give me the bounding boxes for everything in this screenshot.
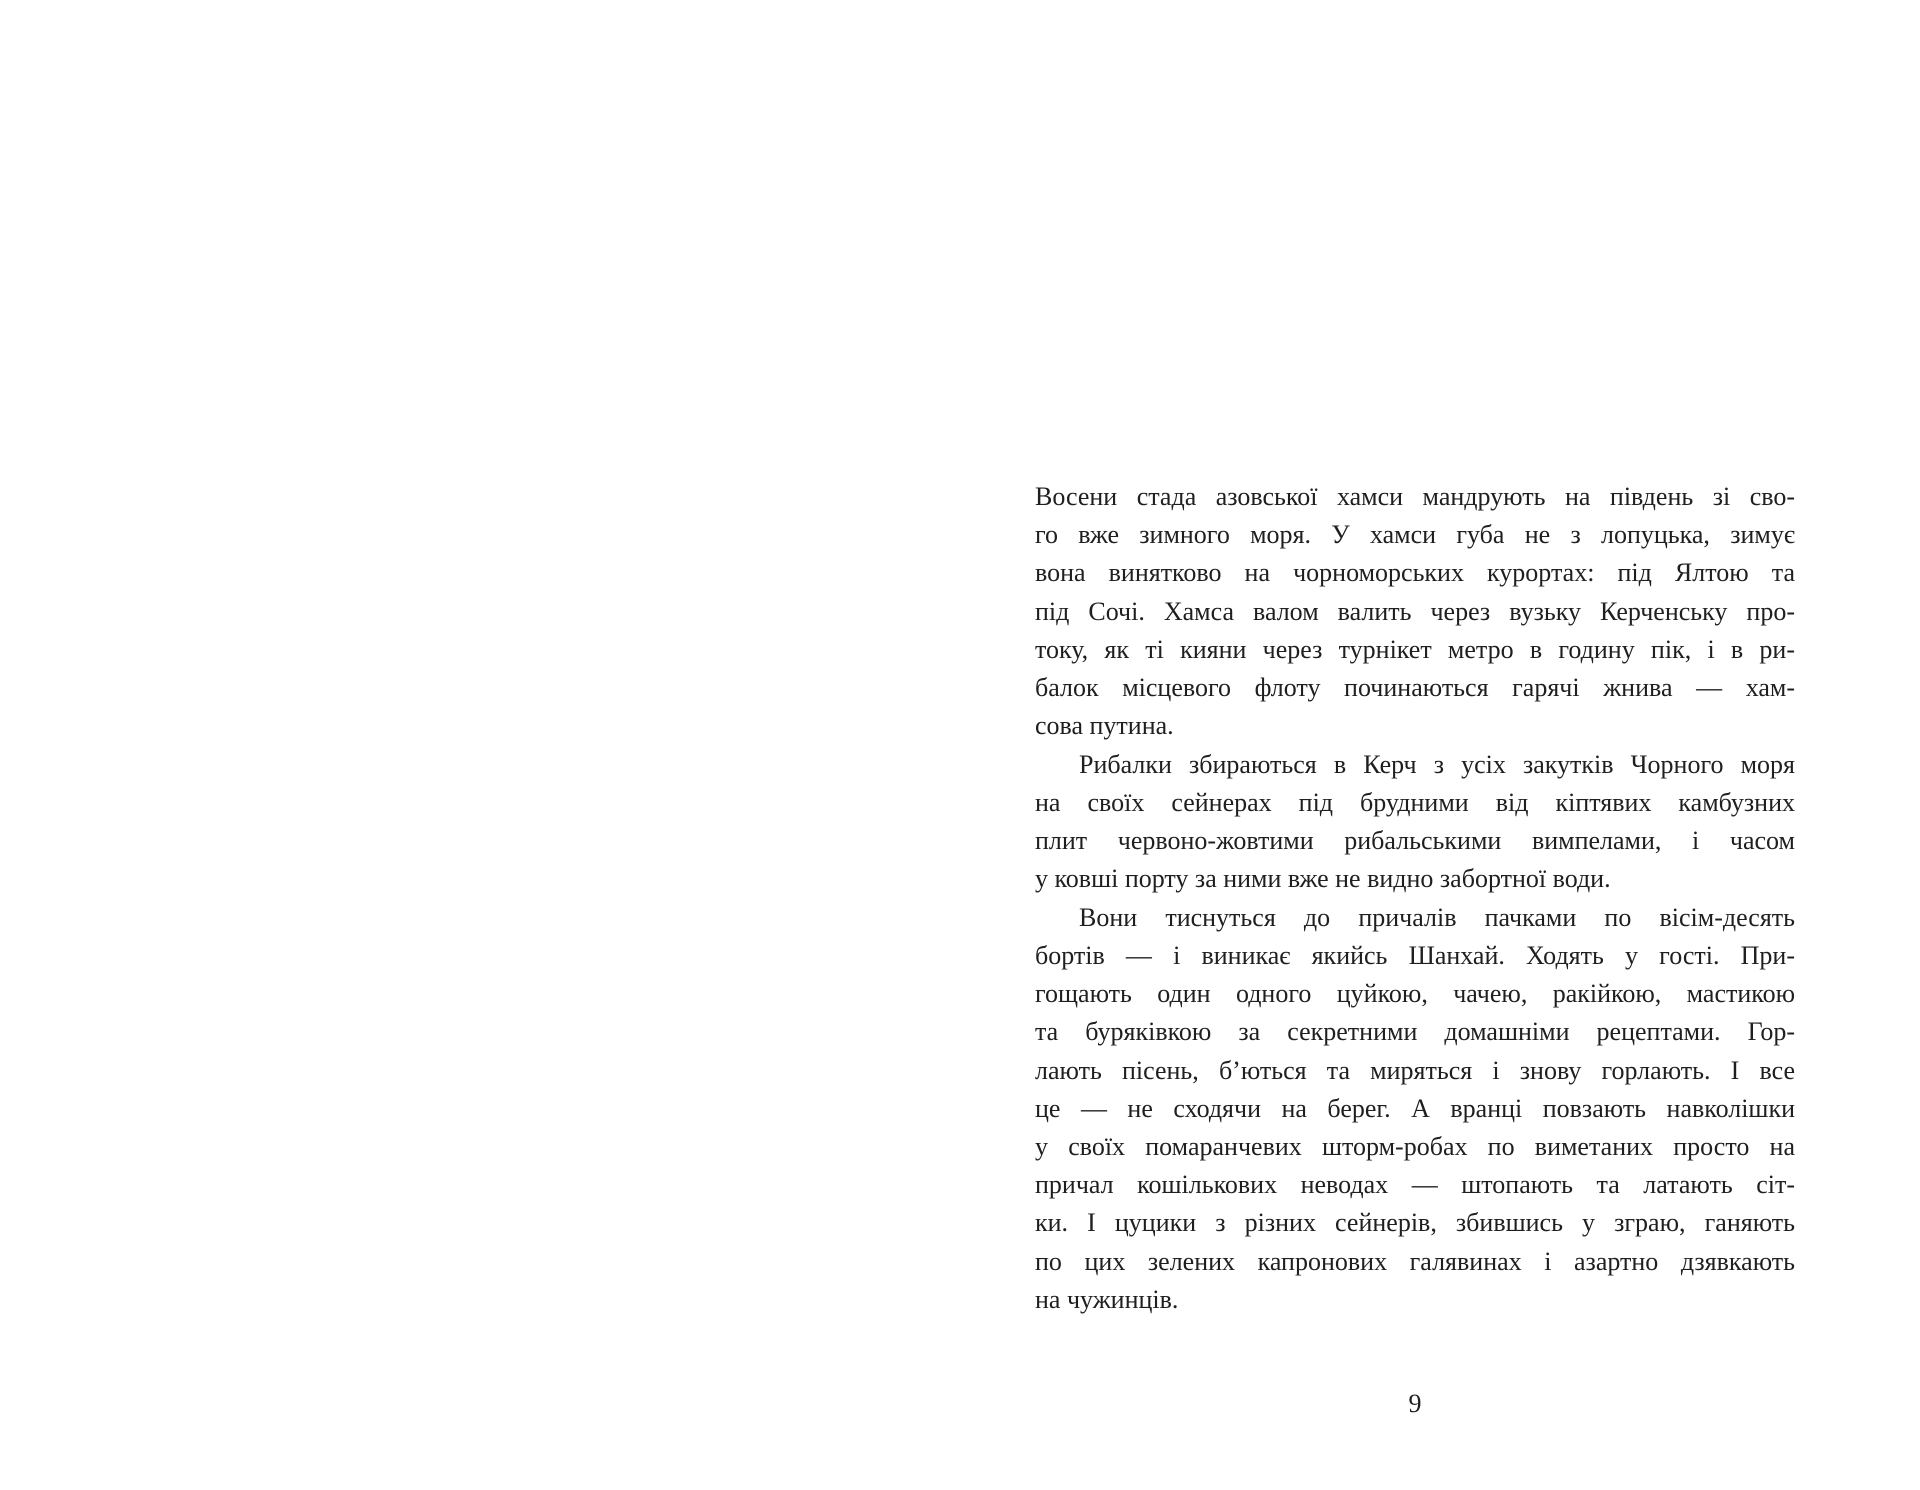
text-line: плит червоно-жовтими рибальськими вимпелами, і часом [1035, 826, 1795, 856]
text-line: у своїх помаранчевих шторм-робах по виметаних просто на [1035, 1131, 1795, 1161]
text-line: по цих зелених капронових галявинах і азартно дзявкають [1035, 1246, 1795, 1276]
text-line: бортів — і виникає якийсь Шанхай. Ходять у гості. При- [1035, 940, 1795, 970]
text-line: під Сочі. Хамса валом валить через вузьку Керченську про- [1035, 596, 1795, 626]
text-line: та буряківкою за секретними домашніми рецептами. Гор- [1035, 1017, 1795, 1047]
text-line: вона винятково на чорноморських курортах: під Ялтою та [1035, 558, 1795, 588]
text-line: на чужинців. [1035, 1284, 1179, 1314]
page-text-block [1035, 478, 1795, 1319]
text-line: на своїх сейнерах під брудними від кіптявих камбузних [1035, 787, 1795, 817]
text-line: Рибалки збираються в Керч з усіх закутків Чорного моря [1079, 749, 1795, 779]
text-line: у ковші порту за ними вже не видно забортної води. [1035, 864, 1611, 894]
text-line: лають пісень, б’ються та миряться і знову горлають. І все [1035, 1055, 1795, 1085]
text-line: Вони тиснуться до причалів пачками по вісім-десять [1079, 902, 1795, 932]
text-line: гощають один одного цуйкою, чачею, ракійкою, мастикою [1035, 979, 1795, 1009]
text-line: сова путина. [1035, 711, 1174, 741]
text-line: причал кошількових неводах — штопають та латають сіт- [1035, 1170, 1795, 1200]
text-line: це — не сходячи на берег. А вранці повзають навколішки [1035, 1093, 1795, 1123]
page-number: 9 [1408, 1389, 1422, 1418]
text-line: го вже зимного моря. У хамси губа не з лопуцька, зимує [1035, 520, 1795, 550]
text-line: току, як ті кияни через турнікет метро в годину пік, і в ри- [1035, 634, 1795, 664]
text-line: Восени стада азовської хамси мандрують на південь зі сво- [1035, 482, 1795, 511]
text-line: ки. І цуцики з різних сейнерів, збившись у зграю, ганяють [1035, 1208, 1795, 1238]
text-line: балок місцевого флоту починаються гарячі жнива — хам- [1035, 673, 1795, 703]
